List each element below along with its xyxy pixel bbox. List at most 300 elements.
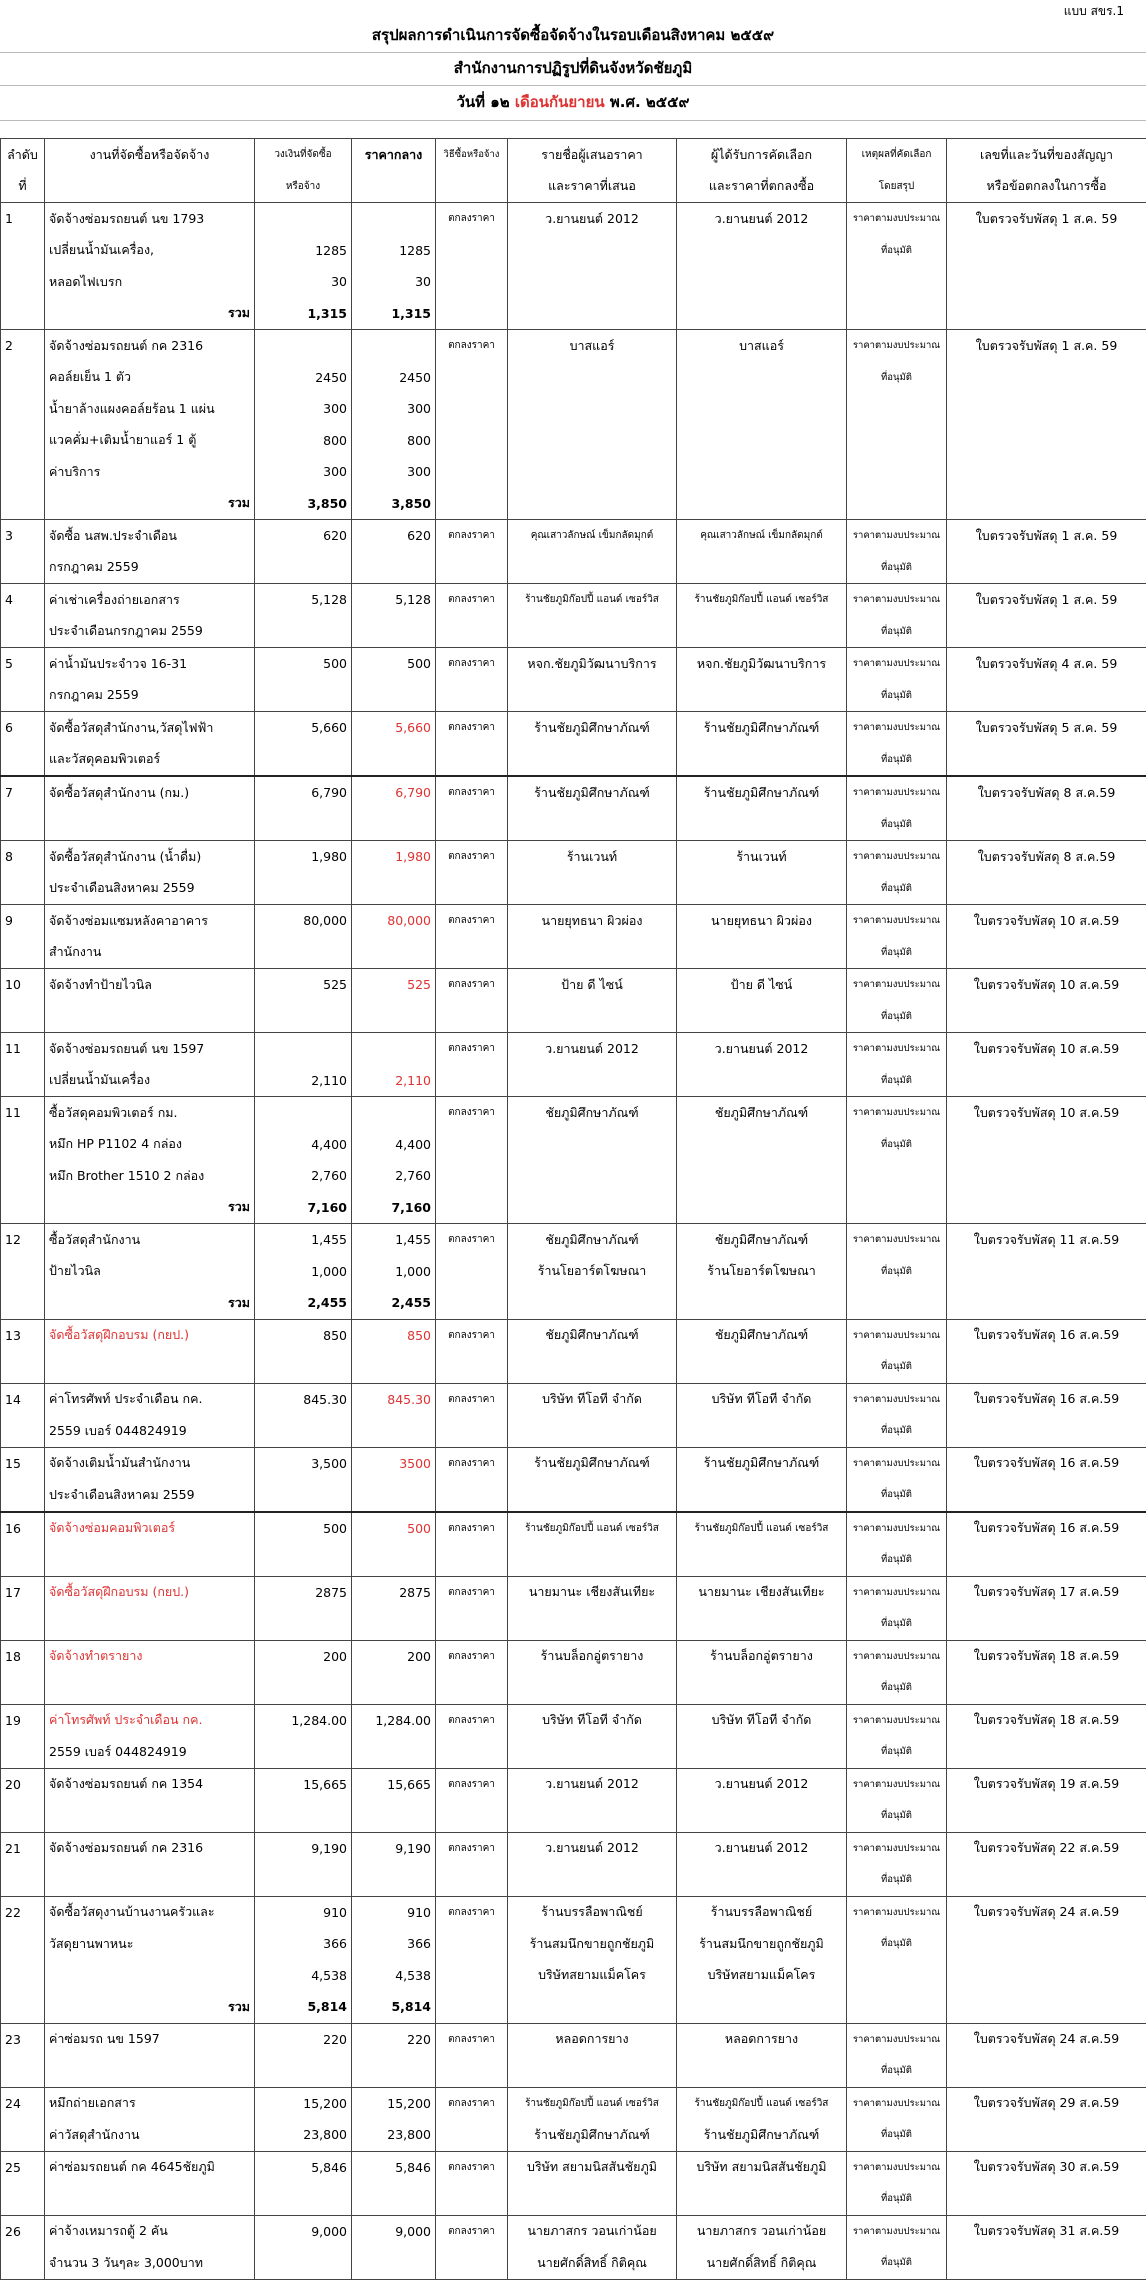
cell-median [352, 1608, 436, 1640]
cell-no [1, 873, 45, 905]
cell-reason: ที่อนุมัติ [847, 937, 947, 969]
cell-budget: 2,760 [255, 1160, 352, 1192]
cell-bidder [508, 744, 677, 777]
table-row [1, 1129, 1146, 1161]
cell-item [45, 1672, 255, 1704]
cell-bidder [508, 809, 677, 841]
cell-item: จัดซื้อวัสดุสำนักงาน (น้ำดื่ม) [45, 841, 255, 873]
cell-contract [947, 1736, 1146, 1768]
cell-bidder [508, 1479, 677, 1512]
cell-contract: ใบตรวจรับพัสดุ 4 ส.ค. 59 [947, 648, 1146, 680]
table-row [1, 1672, 1146, 1704]
cell-method [436, 744, 508, 777]
cell-winner [677, 1415, 847, 1447]
table-row [1, 2087, 1146, 2119]
cell-no: 11 [1, 1097, 45, 1129]
cell-no: 24 [1, 2087, 45, 2119]
cell-median: 80,000 [352, 905, 436, 937]
table-row [1, 298, 1146, 330]
cell-bidder: ร้านชัยภูมิศึกษาภัณฑ์ [508, 2119, 677, 2151]
cell-method [436, 1351, 508, 1383]
cell-median [352, 744, 436, 777]
cell-no [1, 235, 45, 267]
cell-reason [847, 1160, 947, 1192]
cell-item: จัดซื้อวัสดุฝึกอบรม (กยป.) [45, 1319, 255, 1351]
cell-item: และวัสดุคอมพิวเตอร์ [45, 744, 255, 777]
cell-winner: ร้านชัยภูมิก๊อปปี้ แอนด์ เซอร์วิส [677, 2087, 847, 2119]
cell-item: จัดซื้อวัสดุฝึกอบรม (กยป.) [45, 1576, 255, 1608]
cell-contract [947, 1192, 1146, 1224]
cell-method: ตกลงราคา [436, 841, 508, 873]
cell-method [436, 616, 508, 648]
cell-no: 5 [1, 648, 45, 680]
cell-no [1, 1351, 45, 1383]
cell-median [352, 2055, 436, 2087]
cell-contract [947, 1864, 1146, 1896]
cell-bidder [508, 1800, 677, 1832]
cell-winner: นายภาสกร วอนเก่าน้อย [677, 2215, 847, 2247]
header-contract-2: หรือข้อตกลงในการซื้อ [947, 171, 1146, 203]
table-row [1, 1415, 1146, 1447]
cell-contract [947, 2247, 1146, 2279]
cell-budget [255, 2055, 352, 2087]
cell-median: 5,846 [352, 2151, 436, 2183]
cell-no [1, 1672, 45, 1704]
cell-winner [677, 1129, 847, 1161]
table-body [1, 203, 1146, 2280]
cell-median [352, 203, 436, 235]
cell-bidder [508, 1544, 677, 1576]
cell-contract [947, 393, 1146, 425]
table-row [1, 744, 1146, 777]
cell-contract [947, 2183, 1146, 2215]
cell-bidder [508, 362, 677, 394]
cell-no [1, 1287, 45, 1319]
cell-median: 525 [352, 969, 436, 1001]
cell-item: จัดจ้างทำตรายาง [45, 1640, 255, 1672]
table-row [1, 1383, 1146, 1415]
form-code: แบบ สขร.1 [1063, 4, 1124, 18]
cell-median [352, 2183, 436, 2215]
cell-winner: นายยุทธนา ผิวผ่อง [677, 905, 847, 937]
cell-winner [677, 266, 847, 298]
cell-method [436, 552, 508, 584]
cell-median: 2450 [352, 362, 436, 394]
cell-bidder: ว.ยานยนต์ 2012 [508, 1033, 677, 1065]
cell-item: ซื้อวัสดุคอมพิวเตอร์ กม. [45, 1097, 255, 1129]
cell-budget [255, 2183, 352, 2215]
cell-median: 1,980 [352, 841, 436, 873]
cell-reason: ราคาตามงบประมาณ [847, 1224, 947, 1256]
cell-reason [847, 1192, 947, 1224]
cell-contract [947, 1351, 1146, 1383]
cell-reason: ที่อนุมัติ [847, 1672, 947, 1704]
cell-budget: 1,980 [255, 841, 352, 873]
date-suffix: พ.ศ. ๒๕๕๙ [609, 93, 690, 111]
header-method: วิธีซื้อหรือจ้าง [436, 139, 508, 171]
cell-winner [677, 1736, 847, 1768]
cell-contract: ใบตรวจรับพัสดุ 1 ส.ค. 59 [947, 330, 1146, 362]
cell-winner [677, 1544, 847, 1576]
cell-bidder: บริษัท ทีโอที จำกัด [508, 1383, 677, 1415]
cell-no [1, 1800, 45, 1832]
cell-reason: ที่อนุมัติ [847, 552, 947, 584]
cell-reason: ราคาตามงบประมาณ [847, 648, 947, 680]
cell-reason: ที่อนุมัติ [847, 809, 947, 841]
cell-item: รวม [45, 298, 255, 330]
cell-reason [847, 488, 947, 520]
cell-method [436, 1864, 508, 1896]
table-row [1, 1576, 1146, 1608]
cell-item: ค่าซ่อมรถ นข 1597 [45, 2023, 255, 2055]
cell-contract: ใบตรวจรับพัสดุ 10 ส.ค.59 [947, 969, 1146, 1001]
cell-contract: ใบตรวจรับพัสดุ 16 ส.ค.59 [947, 1447, 1146, 1479]
cell-median: 2,455 [352, 1287, 436, 1319]
cell-bidder [508, 1864, 677, 1896]
cell-budget: 2875 [255, 1576, 352, 1608]
cell-bidder: ร้านสมนึกขายถูกชัยภูมิ [508, 1928, 677, 1960]
cell-item: ค่าจ้างเหมารถตู้ 2 คัน [45, 2215, 255, 2247]
cell-bidder: ร้านชัยภูมิก๊อปปี้ แอนด์ เซอร์วิส [508, 584, 677, 616]
header-budget: วงเงินที่จัดซื้อ [255, 139, 352, 171]
cell-method [436, 2247, 508, 2279]
cell-median [352, 1351, 436, 1383]
cell-budget [255, 937, 352, 969]
cell-item: จัดจ้างเติมน้ำมันสำนักงาน [45, 1447, 255, 1479]
cell-bidder: ชัยภูมิศึกษาภัณฑ์ [508, 1224, 677, 1256]
table-row [1, 1991, 1146, 2023]
cell-reason: ที่อนุมัติ [847, 2183, 947, 2215]
cell-no: 25 [1, 2151, 45, 2183]
cell-winner: บริษัท ทีโอที จำกัด [677, 1704, 847, 1736]
cell-item: ค่าน้ำมันประจำวจ 16-31 [45, 648, 255, 680]
cell-winner: ว.ยานยนต์ 2012 [677, 1832, 847, 1864]
table-row [1, 680, 1146, 712]
cell-budget: 500 [255, 648, 352, 680]
cell-contract [947, 266, 1146, 298]
cell-budget: 4,400 [255, 1129, 352, 1161]
header-reason: เหตุผลที่คัดเลือก [847, 139, 947, 171]
cell-bidder [508, 1001, 677, 1033]
cell-bidder: ชัยภูมิศึกษาภัณฑ์ [508, 1097, 677, 1129]
table-row [1, 1736, 1146, 1768]
cell-bidder [508, 2183, 677, 2215]
cell-winner [677, 552, 847, 584]
table-row [1, 1640, 1146, 1672]
cell-median: 30 [352, 266, 436, 298]
cell-contract [947, 873, 1146, 905]
cell-no: 19 [1, 1704, 45, 1736]
cell-no [1, 2119, 45, 2151]
table-row [1, 1960, 1146, 1992]
cell-item: ค่าเช่าเครื่องถ่ายเอกสาร [45, 584, 255, 616]
cell-item: ค่าวัสดุสำนักงาน [45, 2119, 255, 2151]
cell-contract: ใบตรวจรับพัสดุ 10 ส.ค.59 [947, 1033, 1146, 1065]
cell-bidder [508, 1991, 677, 2023]
cell-item: น้ำยาล้างแผงคอล์ยร้อน 1 แผ่น [45, 393, 255, 425]
cell-budget [255, 330, 352, 362]
cell-median: 500 [352, 1512, 436, 1545]
cell-item: จัดจ้างซ่อมแซมหลังคาอาคาร [45, 905, 255, 937]
cell-median [352, 330, 436, 362]
cell-no [1, 1544, 45, 1576]
cell-budget [255, 1097, 352, 1129]
cell-reason: ที่อนุมัติ [847, 2055, 947, 2087]
cell-item: จัดซื้อ นสพ.ประจำเดือน [45, 520, 255, 552]
cell-winner [677, 1479, 847, 1512]
cell-no: 23 [1, 2023, 45, 2055]
cell-method: ตกลงราคา [436, 1224, 508, 1256]
cell-reason: ราคาตามงบประมาณ [847, 2087, 947, 2119]
cell-budget [255, 616, 352, 648]
cell-item: จัดซื้อวัสดุสำนักงาน,วัสดุไฟฟ้า [45, 712, 255, 744]
cell-winner [677, 1160, 847, 1192]
cell-reason [847, 456, 947, 488]
cell-winner: คุณเสาวลักษณ์ เข็มกลัดมุกต์ [677, 520, 847, 552]
cell-reason: ราคาตามงบประมาณ [847, 1383, 947, 1415]
cell-winner [677, 1991, 847, 2023]
cell-budget: 2,110 [255, 1065, 352, 1097]
cell-bidder [508, 1160, 677, 1192]
cell-winner: บริษัท ทีโอที จำกัด [677, 1383, 847, 1415]
cell-budget: 200 [255, 1640, 352, 1672]
cell-item: ค่าบริการ [45, 456, 255, 488]
table-row [1, 1224, 1146, 1256]
cell-method [436, 2183, 508, 2215]
cell-median [352, 1415, 436, 1447]
cell-budget: 850 [255, 1319, 352, 1351]
table-row [1, 616, 1146, 648]
cell-reason: ราคาตามงบประมาณ [847, 2151, 947, 2183]
cell-reason: ราคาตามงบประมาณ [847, 1319, 947, 1351]
cell-winner [677, 1608, 847, 1640]
cell-method: ตกลงราคา [436, 2215, 508, 2247]
cell-reason: ที่อนุมัติ [847, 1065, 947, 1097]
cell-method [436, 680, 508, 712]
cell-median: 5,660 [352, 712, 436, 744]
cell-item: จัดจ้างซ่อมรถยนต์ กค 1354 [45, 1768, 255, 1800]
cell-item: จัดจ้างทำป้ายไวนิล [45, 969, 255, 1001]
table-row [1, 1351, 1146, 1383]
cell-budget [255, 744, 352, 777]
cell-no [1, 456, 45, 488]
cell-bidder [508, 235, 677, 267]
cell-winner: ร้านชัยภูมิศึกษาภัณฑ์ [677, 712, 847, 744]
cell-reason: ราคาตามงบประมาณ [847, 330, 947, 362]
table-row [1, 2215, 1146, 2247]
cell-method: ตกลงราคา [436, 1768, 508, 1800]
cell-winner [677, 616, 847, 648]
cell-reason: ที่อนุมัติ [847, 1928, 947, 1960]
cell-reason [847, 1991, 947, 2023]
cell-method: ตกลงราคา [436, 712, 508, 744]
cell-method [436, 1608, 508, 1640]
cell-item: รวม [45, 488, 255, 520]
cell-budget: 9,190 [255, 1832, 352, 1864]
cell-item: รวม [45, 1287, 255, 1319]
cell-contract [947, 1001, 1146, 1033]
cell-bidder [508, 425, 677, 457]
cell-budget [255, 1608, 352, 1640]
header-bidders: รายชื่อผู้เสนอราคา [508, 139, 677, 171]
cell-contract: ใบตรวจรับพัสดุ 19 ส.ค.59 [947, 1768, 1146, 1800]
cell-contract [947, 1160, 1146, 1192]
cell-contract: ใบตรวจรับพัสดุ 8 ส.ค.59 [947, 841, 1146, 873]
cell-bidder: หลอดการยาง [508, 2023, 677, 2055]
cell-bidder [508, 1287, 677, 1319]
cell-no: 26 [1, 2215, 45, 2247]
cell-budget: 220 [255, 2023, 352, 2055]
cell-reason [847, 266, 947, 298]
table-row [1, 552, 1146, 584]
table-row [1, 1097, 1146, 1129]
cell-contract: ใบตรวจรับพัสดุ 30 ส.ค.59 [947, 2151, 1146, 2183]
cell-reason: ราคาตามงบประมาณ [847, 1033, 947, 1065]
table-row [1, 330, 1146, 362]
cell-method [436, 235, 508, 267]
cell-bidder: คุณเสาวลักษณ์ เข็มกลัดมุกต์ [508, 520, 677, 552]
cell-winner [677, 2055, 847, 2087]
cell-contract: ใบตรวจรับพัสดุ 24 ส.ค.59 [947, 1896, 1146, 1928]
cell-median: 1,000 [352, 1256, 436, 1288]
cell-median: 1,455 [352, 1224, 436, 1256]
cell-reason: ราคาตามงบประมาณ [847, 1576, 947, 1608]
report-date [0, 86, 1146, 121]
cell-bidder [508, 937, 677, 969]
cell-item: คอล์ยเย็น 1 ตัว [45, 362, 255, 394]
table-row [1, 1928, 1146, 1960]
cell-budget [255, 809, 352, 841]
cell-contract [947, 298, 1146, 330]
cell-method: ตกลงราคา [436, 2087, 508, 2119]
cell-reason: ราคาตามงบประมาณ [847, 905, 947, 937]
cell-reason: ที่อนุมัติ [847, 616, 947, 648]
cell-no: 12 [1, 1224, 45, 1256]
header-median-2 [352, 171, 436, 203]
cell-winner: ร้านโยอาร์ตโฆษณา [677, 1256, 847, 1288]
cell-item: จัดซื้อวัสดุสำนักงาน (กม.) [45, 776, 255, 809]
cell-median [352, 873, 436, 905]
cell-no [1, 1160, 45, 1192]
cell-no [1, 1736, 45, 1768]
cell-median: 3500 [352, 1447, 436, 1479]
cell-item: จัดจ้างซ่อมคอมพิวเตอร์ [45, 1512, 255, 1545]
cell-bidder [508, 298, 677, 330]
cell-method: ตกลงราคา [436, 330, 508, 362]
cell-winner [677, 1287, 847, 1319]
cell-bidder: ว.ยานยนต์ 2012 [508, 203, 677, 235]
cell-method: ตกลงราคา [436, 969, 508, 1001]
cell-budget: 1,000 [255, 1256, 352, 1288]
cell-no [1, 2183, 45, 2215]
header-budget-2: หรือจ้าง [255, 171, 352, 203]
cell-method [436, 873, 508, 905]
cell-method: ตกลงราคา [436, 1447, 508, 1479]
report-title: สรุปผลการดำเนินการจัดซื้อจัดจ้างในรอบเดือนสิงหาคม ๒๕๕๙ [0, 20, 1146, 53]
cell-reason: ที่อนุมัติ [847, 2247, 947, 2279]
cell-budget [255, 203, 352, 235]
cell-no: 2 [1, 330, 45, 362]
cell-contract: ใบตรวจรับพัสดุ 10 ส.ค.59 [947, 1097, 1146, 1129]
cell-budget [255, 1672, 352, 1704]
cell-no: 20 [1, 1768, 45, 1800]
cell-bidder: บริษัท สยามนิสสันชัยภูมิ [508, 2151, 677, 2183]
table-row [1, 905, 1146, 937]
cell-reason: ราคาตามงบประมาณ [847, 1097, 947, 1129]
table-row [1, 520, 1146, 552]
cell-item: จำนวน 3 วันๆละ 3,000บาท [45, 2247, 255, 2279]
cell-no [1, 1960, 45, 1992]
cell-winner: ร้านชัยภูมิศึกษาภัณฑ์ [677, 1447, 847, 1479]
cell-bidder: ร้านบล็อกอู่ตรายาง [508, 1640, 677, 1672]
cell-no [1, 1065, 45, 1097]
cell-contract [947, 552, 1146, 584]
cell-bidder [508, 1672, 677, 1704]
cell-median: 9,000 [352, 2215, 436, 2247]
cell-method [436, 298, 508, 330]
cell-budget [255, 680, 352, 712]
header-row-1 [1, 139, 1146, 171]
cell-item: ค่าซ่อมรถยนต์ กค 4645ชัยภูมิ [45, 2151, 255, 2183]
cell-item: จัดจ้างซ่อมรถยนต์ กค 2316 [45, 1832, 255, 1864]
cell-reason: ที่อนุมัติ [847, 235, 947, 267]
cell-no [1, 362, 45, 394]
cell-winner: หจก.ชัยภูมิวัฒนาบริการ [677, 648, 847, 680]
cell-median: 220 [352, 2023, 436, 2055]
cell-bidder [508, 680, 677, 712]
cell-winner [677, 235, 847, 267]
cell-winner: ร้านเวนท์ [677, 841, 847, 873]
table-row [1, 1544, 1146, 1576]
cell-contract [947, 425, 1146, 457]
cell-median: 850 [352, 1319, 436, 1351]
cell-item [45, 809, 255, 841]
cell-contract: ใบตรวจรับพัสดุ 24 ส.ค.59 [947, 2023, 1146, 2055]
cell-no: 22 [1, 1896, 45, 1928]
table-row [1, 1192, 1146, 1224]
cell-budget: 23,800 [255, 2119, 352, 2151]
cell-no [1, 937, 45, 969]
cell-method [436, 488, 508, 520]
cell-method [436, 1065, 508, 1097]
cell-method [436, 1544, 508, 1576]
cell-reason: ที่อนุมัติ [847, 744, 947, 777]
cell-median [352, 1736, 436, 1768]
cell-bidder: ร้านชัยภูมิศึกษาภัณฑ์ [508, 1447, 677, 1479]
cell-method: ตกลงราคา [436, 648, 508, 680]
cell-method [436, 1960, 508, 1992]
cell-contract: ใบตรวจรับพัสดุ 22 ส.ค.59 [947, 1832, 1146, 1864]
cell-winner: ป้าย ดี ไซน์ [677, 969, 847, 1001]
cell-budget: 3,850 [255, 488, 352, 520]
cell-winner: ร้านบรรลือพาณิชย์ [677, 1896, 847, 1928]
cell-winner: นายมานะ เชียงสันเทียะ [677, 1576, 847, 1608]
cell-winner: บาสแอร์ [677, 330, 847, 362]
cell-median: 2,110 [352, 1065, 436, 1097]
cell-method: ตกลงราคา [436, 776, 508, 809]
cell-reason: ราคาตามงบประมาณ [847, 520, 947, 552]
cell-contract: ใบตรวจรับพัสดุ 8 ส.ค.59 [947, 776, 1146, 809]
cell-reason: ที่อนุมัติ [847, 1736, 947, 1768]
cell-winner: หลอดการยาง [677, 2023, 847, 2055]
cell-item: 2559 เบอร์ 044824919 [45, 1736, 255, 1768]
cell-reason: ที่อนุมัติ [847, 1864, 947, 1896]
cell-budget: 620 [255, 520, 352, 552]
cell-bidder: ร้านชัยภูมิก๊อปปี้ แอนด์ เซอร์วิส [508, 2087, 677, 2119]
cell-no: 21 [1, 1832, 45, 1864]
header-item-2 [45, 171, 255, 203]
cell-budget: 1,284.00 [255, 1704, 352, 1736]
